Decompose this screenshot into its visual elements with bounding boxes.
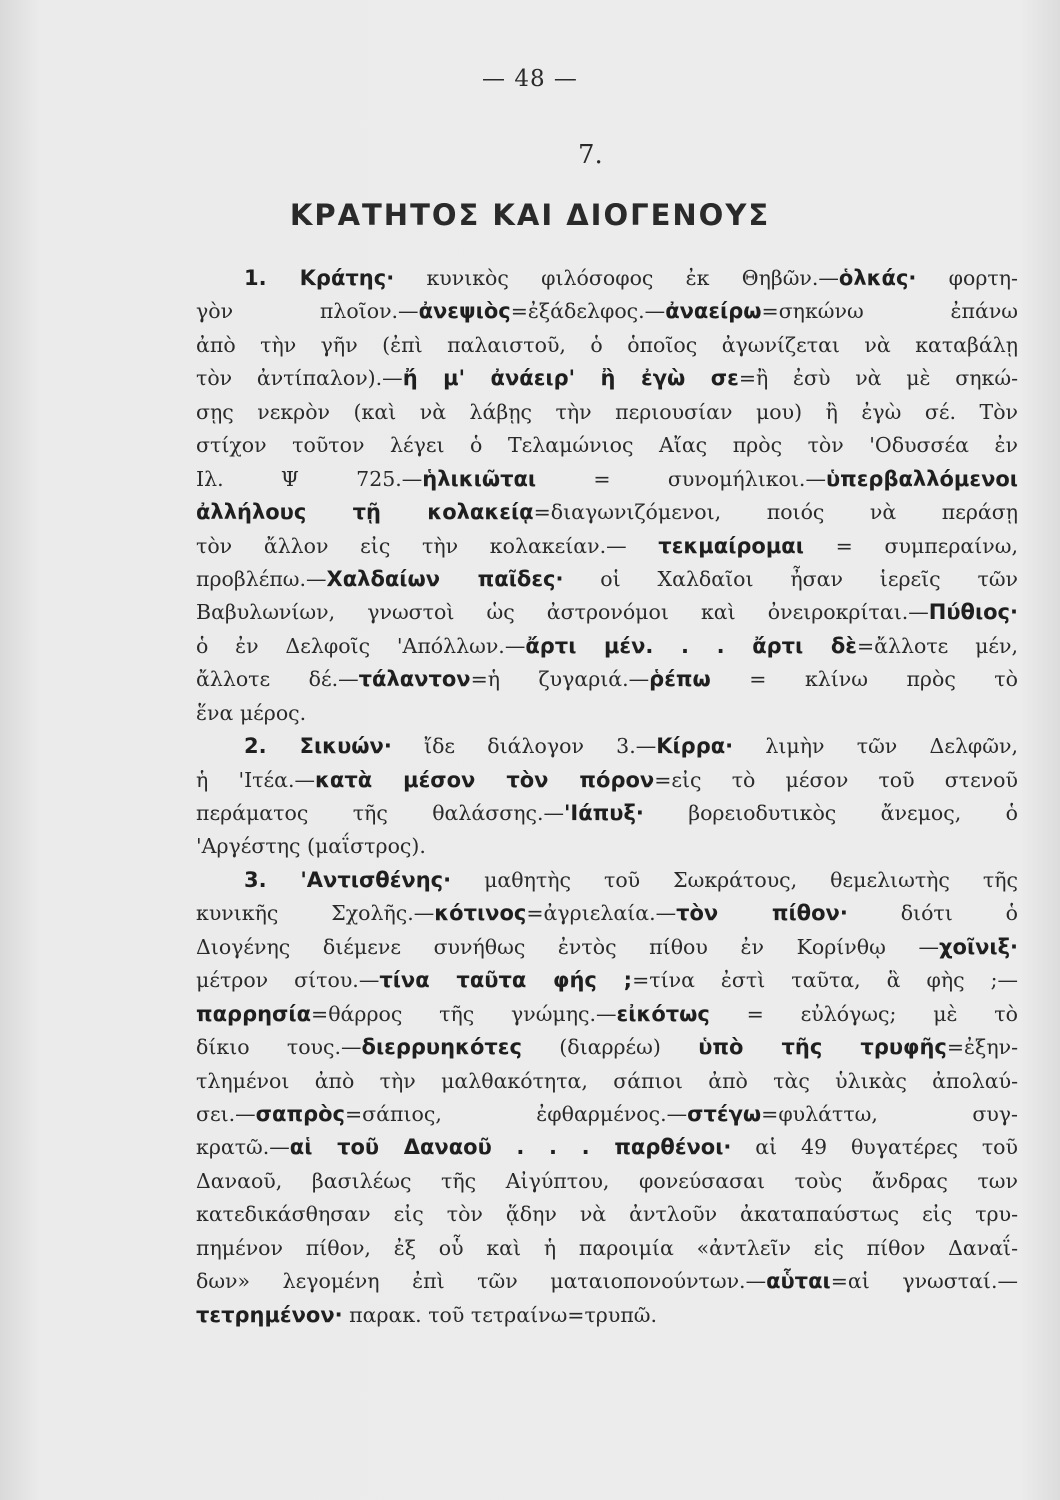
- headword: διερρυηκότες: [361, 1035, 522, 1060]
- gloss-text: =τίνα ἐστὶ ταῦτα, ἃ φὴς ;—: [632, 968, 1018, 993]
- headword: τεκμαίρομαι: [658, 533, 804, 558]
- text-line: [196, 697, 1018, 730]
- gloss-text: Διογένης διέμενε συνήθως ἐντὸς πίθου ἐν Κορίνθῳ —: [196, 934, 939, 959]
- text-line: [196, 864, 1018, 897]
- gloss-text: γὸν πλοῖον.—: [196, 299, 419, 324]
- headword: αἱ τοῦ Δαναοῦ . . . παρθένοι·: [289, 1135, 732, 1160]
- text-line: [196, 1031, 1018, 1064]
- gloss-text: λιμὴν τῶν Δελφῶν,: [733, 734, 1018, 759]
- text-line: [196, 596, 1018, 629]
- gloss-text: τὸν ἄλλον εἰς τὴν κολακείαν.—: [196, 533, 659, 558]
- text-line: [196, 496, 1018, 529]
- text-line: [196, 1065, 1018, 1098]
- headword: κότινος: [434, 901, 527, 926]
- chapter-title: ΚΡΑΤΗΤΟΣ ΚΑΙ ΔΙΟΓΕΝΟΥΣ: [289, 198, 771, 232]
- gloss-text: =ἡ ζυγαριά.—: [470, 667, 650, 692]
- text-line: [196, 1131, 1018, 1164]
- gloss-text: (διαρρέω): [521, 1035, 699, 1060]
- gloss-text: περάματος τῆς θαλάσσης.—: [196, 801, 564, 825]
- gloss-text: τλημένοι ἀπὸ τὴν μαλθακότητα, σάπιοι ἀπὸ τὰς ὑλικὰς ἀπολαύ-: [196, 1068, 1018, 1093]
- gloss-text: =ἐξην-: [946, 1035, 1018, 1060]
- gloss-text: =θάρρος τῆς γνώμης.—: [311, 1001, 617, 1026]
- headword: ἄρτι μέν. . . ἄρτι δὲ: [525, 633, 857, 658]
- headword: τετρημένον·: [196, 1302, 343, 1327]
- gloss-text: ἀπὸ τὴν γῆν (ἐπὶ παλαιστοῦ, ὁ ὁποῖος ἀγωνίζεται νὰ καταβάλῃ: [196, 332, 1018, 357]
- headword: Πύθιος·: [928, 600, 1018, 625]
- text-line: [196, 463, 1018, 496]
- gloss-text: βορειοδυτικὸς ἄνεμος, ὁ: [643, 801, 1018, 825]
- text-line: [196, 964, 1018, 997]
- headword: στέγω: [687, 1101, 762, 1126]
- headword: εἰκότως: [616, 1001, 710, 1026]
- headword: Χαλδαίων παῖδες·: [326, 566, 564, 591]
- gloss-text: στίχον τοῦτον λέγει ὁ Τελαμώνιος Αἴας πρὸς τὸν 'Οδυσσέα ἐν: [196, 433, 1018, 458]
- gloss-text: σει.—: [196, 1101, 256, 1126]
- headword: τάλαντον: [358, 667, 471, 692]
- gloss-text: = εὐλόγως; μὲ τὸ: [709, 1001, 1018, 1026]
- gloss-text: ἡ 'Ιτέα.—: [196, 767, 315, 792]
- headword: παρρησία: [196, 1001, 312, 1026]
- headword: ὁλκάς·: [838, 266, 917, 290]
- gloss-text: Βαβυλωνίων, γνωστοὶ ὡς ἀστρονόμοι καὶ ὀνειροκρίται.—: [196, 600, 929, 625]
- text-line: [196, 1299, 1018, 1332]
- text-line: [196, 630, 1018, 663]
- headword: ἡλικιῶται: [422, 466, 537, 491]
- gloss-text: =ἀγριελαία.—: [526, 901, 677, 926]
- gloss-text: μαθητὴς τοῦ Σωκράτους, θεμελιωτὴς τῆς: [451, 867, 1018, 892]
- gloss-text: πημένον πίθον, ἐξ οὗ καὶ ἡ παροιμία «ἀντλεῖν εἰς πίθον Δαναΐ-: [196, 1235, 1018, 1260]
- gloss-text: παρακ. τοῦ τετραίνω=τρυπῶ.: [342, 1302, 658, 1327]
- gloss-text: =διαγωνιζόμενοι, ποιός νὰ περάσῃ: [533, 500, 1018, 525]
- headword: ὑπερβαλλόμενοι: [825, 466, 1018, 491]
- headword: σαπρὸς: [255, 1101, 345, 1126]
- gloss-text: μέτρον σίτου.—: [196, 968, 380, 993]
- glossary-text: [196, 262, 1018, 1332]
- headword: ἀνεψιὸς: [418, 299, 511, 324]
- page-number: — 48 —: [482, 66, 578, 92]
- headword: χοῖνιξ·: [938, 934, 1018, 959]
- headword: 3. 'Αντισθένης·: [244, 867, 452, 892]
- gloss-text: κυνικὸς φιλόσοφος ἐκ Θηβῶν.—: [394, 266, 839, 290]
- text-line: [196, 530, 1018, 563]
- text-line: [196, 295, 1018, 328]
- headword: 'Ιάπυξ·: [563, 801, 644, 825]
- gloss-text: ὁ ἐν Δελφοῖς 'Απόλλων.—: [196, 633, 526, 658]
- gloss-text: δων» λεγομένη ἐπὶ τῶν ματαιοπονούντων.—: [196, 1269, 767, 1294]
- text-line: [196, 429, 1018, 462]
- gloss-text: κυνικῆς Σχολῆς.—: [196, 901, 435, 926]
- gloss-text: διότι ὁ: [847, 901, 1018, 926]
- headword: τίνα ταῦτα φής ;: [379, 968, 633, 993]
- text-line: [196, 998, 1018, 1031]
- gloss-text: = συμπεραίνω,: [803, 533, 1018, 558]
- headword: ἀλλήλους τῇ κολακείᾳ: [196, 500, 534, 525]
- gloss-text: φορτη-: [916, 266, 1018, 290]
- headword: ἤ μ' ἀνάειρ' ἢ ἐγὼ σε: [402, 366, 739, 391]
- text-line: [196, 1198, 1018, 1231]
- gloss-text: =ἢ ἐσὺ νὰ μὲ σηκώ-: [738, 366, 1018, 391]
- gloss-text: =σάπιος, ἐφθαρμένος.—: [344, 1101, 688, 1126]
- text-line: [196, 931, 1018, 964]
- text-line: [196, 362, 1018, 395]
- headword: ῥέπω: [649, 667, 711, 692]
- gloss-text: σῃς νεκρὸν (καὶ νὰ λάβῃς τὴν περιουσίαν μου) ἢ ἐγὼ σέ. Τὸν: [196, 399, 1018, 424]
- headword: 2. Σικυών·: [244, 734, 392, 759]
- headword: κατὰ μέσον τὸν πόρον: [315, 767, 655, 792]
- headword: αὗται: [766, 1269, 831, 1294]
- gloss-text: προβλέπω.—: [196, 566, 327, 591]
- text-line: [196, 262, 1018, 295]
- section-number: 7.: [578, 140, 603, 170]
- text-line: [196, 764, 1018, 797]
- gloss-text: = συνομήλικοι.—: [536, 466, 826, 491]
- text-line: [196, 730, 1018, 763]
- gloss-text: κατεδικάσθησαν εἰς τὸν ᾅδην νὰ ἀντλοῦν ἀκαταπαύστως εἰς τρυ-: [196, 1202, 1018, 1227]
- gloss-text: =αἱ γνωσταί.—: [830, 1269, 1018, 1294]
- gloss-text: κρατῶ.—: [196, 1135, 290, 1160]
- gloss-text: =εἰς τὸ μέσον τοῦ στενοῦ: [654, 767, 1018, 792]
- gloss-text: Δαναοῦ, βασιλέως τῆς Αἰγύπτου, φονεύσασαι τοὺς ἄνδρας των: [196, 1168, 1018, 1193]
- gloss-text: αἱ 49 θυγατέρες τοῦ: [731, 1135, 1018, 1160]
- text-line: [196, 830, 1018, 863]
- text-line: [196, 563, 1018, 596]
- headword: ἀναείρω: [665, 299, 762, 324]
- headword: 1. Κράτης·: [244, 266, 395, 290]
- gloss-text: 'Αργέστης (μαΐστρος).: [196, 834, 426, 859]
- gloss-text: =ἄλλοτε μέν,: [856, 633, 1018, 658]
- text-line: [196, 797, 1018, 830]
- headword: τὸν πίθον·: [676, 901, 848, 926]
- gloss-text: ἄλλοτε δέ.—: [196, 667, 359, 692]
- gloss-text: =ἐξάδελφος.—: [510, 299, 666, 324]
- gloss-text: Ιλ. Ψ 725.—: [196, 466, 423, 491]
- gloss-text: τὸν ἀντίπαλον).—: [196, 366, 403, 391]
- text-line: [196, 1098, 1018, 1131]
- headword: ὑπὸ τῆς τρυφῆς: [698, 1035, 947, 1060]
- gloss-text: = κλίνω πρὸς τὸ: [710, 667, 1018, 692]
- text-line: [196, 396, 1018, 429]
- text-line: [196, 897, 1018, 930]
- gloss-text: δίκιο τους.—: [196, 1035, 362, 1060]
- text-line: [196, 329, 1018, 362]
- gloss-text: οἱ Χαλδαῖοι ἦσαν ἱερεῖς τῶν: [563, 566, 1018, 591]
- text-line: [196, 1165, 1018, 1198]
- headword: Κίρρα·: [656, 734, 734, 759]
- gloss-text: =σηκώνω ἐπάνω: [761, 299, 1018, 324]
- text-line: [196, 663, 1018, 696]
- gloss-text: ἕνα μέρος.: [196, 700, 307, 725]
- gloss-text: ἴδε διάλογον 3.—: [391, 734, 657, 759]
- text-line: [196, 1265, 1018, 1298]
- text-line: [196, 1232, 1018, 1265]
- gloss-text: =φυλάττω, συγ-: [761, 1101, 1018, 1126]
